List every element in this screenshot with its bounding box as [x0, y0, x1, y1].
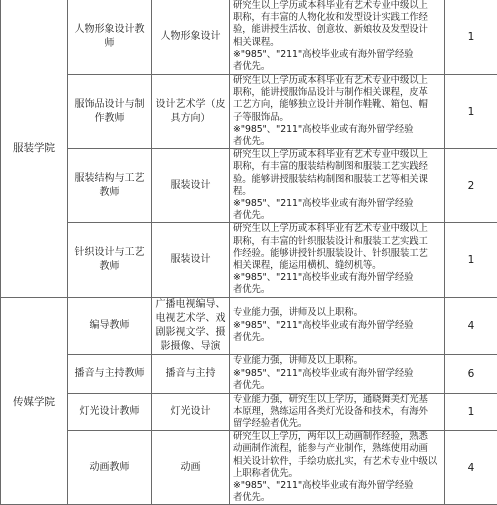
requirement-line: 专业能力强，讲师及以上职称。 [233, 355, 441, 367]
requirement-line: 本原理，熟练运用各类灯光设备和技术，有海外 [233, 406, 441, 418]
major-cell: 灯光设计 [152, 393, 230, 431]
recruitment-table-body [1, 0, 497, 505]
requirements-cell [230, 431, 445, 505]
post-cell: 人物形象设计教师 [68, 0, 152, 75]
major-cell: 广播电视编导、电视艺术学、戏剧影视文学、摄影摄像、导演 [152, 297, 230, 354]
table-row [1, 149, 497, 223]
requirement-line: 子等服饰品。 [233, 112, 441, 124]
headcount-cell: 6 [445, 354, 497, 393]
requirement-line: 研究生以上学历，两年以上动画制作经验，熟悉 [233, 431, 441, 443]
requirement-line: 相关课程，能运用横机、缝纫机等。 [233, 260, 441, 272]
requirement-line: 研究生以上学历或本科毕业有艺术专业中级以上 [233, 223, 441, 235]
requirement-line: ※"985"、"211"高校毕业或有海外留学经验 [233, 49, 441, 61]
table-row [1, 354, 497, 393]
table-row [1, 223, 497, 297]
table-row [1, 393, 497, 431]
major-cell: 动画 [152, 431, 230, 505]
requirement-line: 者优先。 [233, 380, 441, 392]
requirement-line: 研究生以上学历或本科毕业有艺术专业中级以上 [233, 75, 441, 87]
table-row [1, 431, 497, 505]
headcount-cell: 4 [445, 297, 497, 354]
requirement-line: ※"985"、"211"高校毕业或有海外留学经验 [233, 320, 441, 332]
requirement-line: 程。 [233, 186, 441, 198]
major-cell: 人物形象设计 [152, 0, 230, 75]
requirements-cell [230, 354, 445, 393]
requirement-line: 者优先。 [233, 61, 441, 73]
post-cell: 针织设计与工艺教师 [68, 223, 152, 297]
headcount-cell: 1 [445, 75, 497, 149]
requirement-line: 留学经验者优先。 [233, 418, 441, 430]
requirement-line: ※"985"、"211"高校毕业或有海外留学经验 [233, 480, 441, 492]
requirement-line: 职称，有丰富的人物化妆和发型设计实践工作经 [233, 12, 441, 24]
requirement-line: ※"985"、"211"高校毕业或有海外留学经验 [233, 198, 441, 210]
requirement-line: 者优先。 [233, 136, 441, 148]
headcount-cell: 1 [445, 0, 497, 75]
major-cell: 服装设计 [152, 223, 230, 297]
requirement-line: 研究生以上学历或本科毕业有艺术专业中级以上 [233, 0, 441, 12]
post-cell: 灯光设计教师 [68, 393, 152, 431]
requirements-cell [230, 0, 445, 75]
requirement-line: 上职称者优先。 [233, 468, 441, 480]
college-cell: 服装学院 [1, 0, 68, 297]
requirement-line: 者优先。 [233, 210, 441, 222]
post-cell: 播音与主持教师 [68, 354, 152, 393]
requirement-line: 验。能够讲授服装结构制图和服装工艺等相关课 [233, 174, 441, 186]
requirement-line: ※"985"、"211"高校毕业或有海外留学经验 [233, 272, 441, 284]
table-row [1, 0, 497, 75]
requirements-cell [230, 223, 445, 297]
requirement-line: 工艺方向，能够独立设计并制作鞋靴、箱包、帽 [233, 99, 441, 111]
requirements-cell [230, 393, 445, 431]
requirements-cell [230, 297, 445, 354]
major-cell: 服装设计 [152, 149, 230, 223]
headcount-cell: 2 [445, 149, 497, 223]
requirement-line: ※"985"、"211"高校毕业或有海外留学经验 [233, 124, 441, 136]
requirement-line: 相关设计软件，手绘功底扎实，有艺术专业中级以 [233, 456, 441, 468]
post-cell: 服装结构与工艺教师 [68, 149, 152, 223]
major-cell: 设计艺术学（皮具方向） [152, 75, 230, 149]
requirement-line: 者优先。 [233, 332, 441, 344]
post-cell: 服饰品设计与制作教师 [68, 75, 152, 149]
table-row [1, 297, 497, 354]
requirements-cell [230, 149, 445, 223]
requirement-line: 职称，能讲授服饰品设计与制作相关课程，皮革 [233, 87, 441, 99]
requirement-line: 者优先。 [233, 284, 441, 296]
post-cell: 编导教师 [68, 297, 152, 354]
requirement-line: 作经验。能够讲授针织服装设计、针织服装工艺 [233, 248, 441, 260]
requirement-line: 专业能力强，研究生以上学历，通晓舞美灯光基 [233, 394, 441, 406]
requirement-line: ※"985"、"211"高校毕业或有海外留学经验 [233, 368, 441, 380]
requirement-line: 者优先。 [233, 492, 441, 504]
requirement-line: 相关课程。 [233, 37, 441, 49]
major-cell: 播音与主持 [152, 354, 230, 393]
requirement-line: 动画制作流程，能参与产业制作，熟练使用动画 [233, 443, 441, 455]
headcount-cell: 1 [445, 223, 497, 297]
requirement-line: 职称，有丰富的服装结构制图和服装工艺实践经 [233, 161, 441, 173]
requirements-cell [230, 75, 445, 149]
post-cell: 动画教师 [68, 431, 152, 505]
requirement-line: 职称，有丰富的针织服装设计和服装工艺实践工 [233, 236, 441, 248]
college-cell: 传媒学院 [1, 297, 68, 505]
requirement-line: 验，能讲授生活妆、创意妆、新娘妆及发型设计 [233, 24, 441, 36]
requirement-line: 研究生以上学历或本科毕业有艺术专业中级以上 [233, 149, 441, 161]
headcount-cell: 1 [445, 393, 497, 431]
table-row [1, 75, 497, 149]
requirement-line: 专业能力强，讲师及以上职称。 [233, 307, 441, 319]
headcount-cell: 4 [445, 431, 497, 505]
